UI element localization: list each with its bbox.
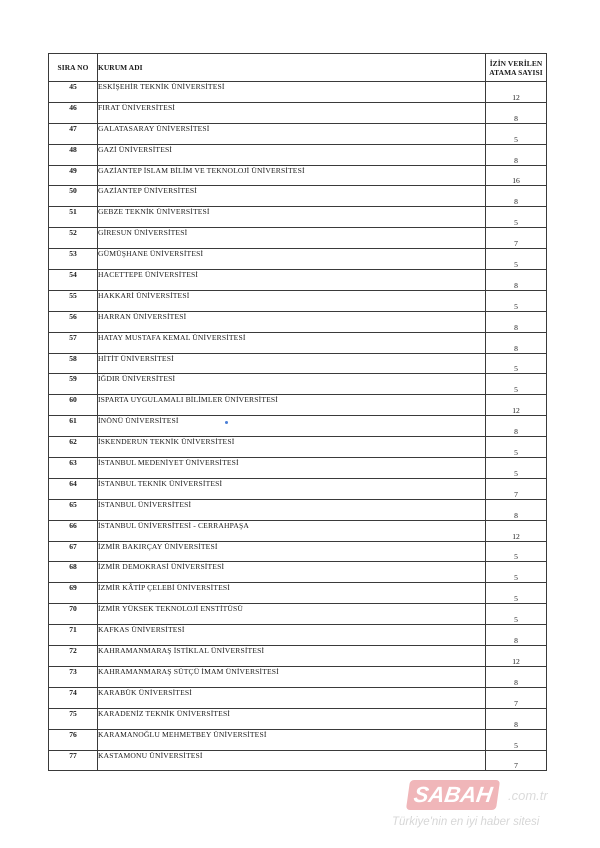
cell-sira-no: 46	[49, 102, 98, 123]
cell-kurum-adi: GAZİANTEP İSLAM BİLİM VE TEKNOLOJİ ÜNİVERSİTESİ	[98, 165, 486, 186]
table-row	[49, 374, 547, 395]
cell-sira-no: 72	[49, 646, 98, 667]
cell-kurum-adi: İSTANBUL ÜNİVERSİTESİ	[98, 499, 486, 520]
cell-atama-sayisi: 5	[486, 437, 547, 458]
sabah-domain-suffix: .com.tr	[508, 788, 548, 803]
cell-kurum-adi: HAKKARİ ÜNİVERSİTESİ	[98, 290, 486, 311]
cell-kurum-adi: GALATASARAY ÜNİVERSİTESİ	[98, 123, 486, 144]
cell-sira-no: 56	[49, 311, 98, 332]
cell-sira-no: 69	[49, 583, 98, 604]
cell-atama-sayisi: 5	[486, 374, 547, 395]
header-atama-sayisi-line2: ATAMA SAYISI	[489, 67, 543, 77]
cell-kurum-adi: İZMİR DEMOKRASİ ÜNİVERSİTESİ	[98, 562, 486, 583]
cell-atama-sayisi: 5	[486, 604, 547, 625]
cell-kurum-adi: İZMİR BAKIRÇAY ÜNİVERSİTESİ	[98, 541, 486, 562]
cell-atama-sayisi: 8	[486, 144, 547, 165]
table-row	[49, 458, 547, 479]
table-row	[49, 687, 547, 708]
table-row	[49, 123, 547, 144]
cell-sira-no: 63	[49, 458, 98, 479]
cell-atama-sayisi: 8	[486, 102, 547, 123]
sabah-logo: SABAH	[406, 780, 500, 810]
cell-kurum-adi: KARABÜK ÜNİVERSİTESİ	[98, 687, 486, 708]
table-row	[49, 353, 547, 374]
cell-kurum-adi: HACETTEPE ÜNİVERSİTESİ	[98, 270, 486, 291]
cell-sira-no: 61	[49, 416, 98, 437]
table-row	[49, 249, 547, 270]
table-row	[49, 562, 547, 583]
cell-kurum-adi: KARAMANOĞLU MEHMETBEY ÜNİVERSİTESİ	[98, 729, 486, 750]
cell-atama-sayisi: 12	[486, 646, 547, 667]
cell-kurum-adi: GİRESUN ÜNİVERSİTESİ	[98, 228, 486, 249]
table-row	[49, 478, 547, 499]
cell-sira-no: 47	[49, 123, 98, 144]
cell-kurum-adi: İZMİR KÂTİP ÇELEBİ ÜNİVERSİTESİ	[98, 583, 486, 604]
cell-kurum-adi: ISPARTA UYGULAMALI BİLİMLER ÜNİVERSİTESİ	[98, 395, 486, 416]
cell-sira-no: 66	[49, 520, 98, 541]
cell-atama-sayisi: 5	[486, 541, 547, 562]
cell-atama-sayisi: 7	[486, 687, 547, 708]
cell-kurum-adi: KAFKAS ÜNİVERSİTESİ	[98, 625, 486, 646]
cell-atama-sayisi: 5	[486, 458, 547, 479]
cell-kurum-adi: FIRAT ÜNİVERSİTESİ	[98, 102, 486, 123]
cell-kurum-adi: KAHRAMANMARAŞ İSTİKLAL ÜNİVERSİTESİ	[98, 646, 486, 667]
table-row	[49, 102, 547, 123]
sabah-watermark	[392, 780, 590, 840]
blue-marker-dot	[225, 421, 228, 424]
cell-kurum-adi: İSTANBUL TEKNİK ÜNİVERSİTESİ	[98, 478, 486, 499]
cell-atama-sayisi: 12	[486, 520, 547, 541]
cell-kurum-adi: GAZİANTEP ÜNİVERSİTESİ	[98, 186, 486, 207]
cell-kurum-adi: HİTİT ÜNİVERSİTESİ	[98, 353, 486, 374]
cell-kurum-adi: IĞDIR ÜNİVERSİTESİ	[98, 374, 486, 395]
table-row	[49, 186, 547, 207]
cell-kurum-adi: KARADENİZ TEKNİK ÜNİVERSİTESİ	[98, 708, 486, 729]
cell-atama-sayisi: 16	[486, 165, 547, 186]
table-row	[49, 520, 547, 541]
cell-kurum-adi: ESKİŞEHİR TEKNİK ÜNİVERSİTESİ	[98, 82, 486, 103]
cell-kurum-adi: İSTANBUL ÜNİVERSİTESİ - CERRAHPAŞA	[98, 520, 486, 541]
table-row	[49, 332, 547, 353]
cell-kurum-adi: HATAY MUSTAFA KEMAL ÜNİVERSİTESİ	[98, 332, 486, 353]
cell-atama-sayisi: 8	[486, 416, 547, 437]
header-kurum-adi: KURUM ADI	[98, 54, 486, 82]
table-row	[49, 666, 547, 687]
cell-atama-sayisi: 5	[486, 207, 547, 228]
cell-sira-no: 76	[49, 729, 98, 750]
table-row	[49, 416, 547, 437]
cell-kurum-adi: İSTANBUL MEDENİYET ÜNİVERSİTESİ	[98, 458, 486, 479]
table-row	[49, 499, 547, 520]
header-atama-sayisi	[486, 54, 547, 82]
cell-kurum-adi: KAHRAMANMARAŞ SÜTÇÜ İMAM ÜNİVERSİTESİ	[98, 666, 486, 687]
cell-sira-no: 71	[49, 625, 98, 646]
cell-atama-sayisi: 7	[486, 750, 547, 771]
cell-atama-sayisi: 8	[486, 270, 547, 291]
table-row	[49, 207, 547, 228]
cell-atama-sayisi: 8	[486, 311, 547, 332]
cell-atama-sayisi: 8	[486, 499, 547, 520]
cell-kurum-adi: İZMİR YÜKSEK TEKNOLOJİ ENSTİTÜSÜ	[98, 604, 486, 625]
sabah-tagline: Türkiye'nin en iyi haber sitesi	[392, 816, 540, 828]
cell-sira-no: 51	[49, 207, 98, 228]
cell-sira-no: 60	[49, 395, 98, 416]
cell-sira-no: 62	[49, 437, 98, 458]
table-row	[49, 311, 547, 332]
cell-atama-sayisi: 8	[486, 708, 547, 729]
cell-atama-sayisi: 8	[486, 186, 547, 207]
cell-sira-no: 70	[49, 604, 98, 625]
table-row	[49, 228, 547, 249]
cell-sira-no: 49	[49, 165, 98, 186]
cell-sira-no: 57	[49, 332, 98, 353]
cell-atama-sayisi: 12	[486, 82, 547, 103]
cell-atama-sayisi: 5	[486, 562, 547, 583]
cell-sira-no: 45	[49, 82, 98, 103]
cell-atama-sayisi: 8	[486, 625, 547, 646]
table-header-row	[49, 54, 547, 82]
cell-sira-no: 54	[49, 270, 98, 291]
cell-atama-sayisi: 5	[486, 353, 547, 374]
cell-sira-no: 52	[49, 228, 98, 249]
cell-sira-no: 48	[49, 144, 98, 165]
cell-kurum-adi: İNÖNÜ ÜNİVERSİTESİ	[98, 416, 486, 437]
cell-sira-no: 59	[49, 374, 98, 395]
cell-atama-sayisi: 7	[486, 478, 547, 499]
table-row	[49, 395, 547, 416]
cell-atama-sayisi: 7	[486, 228, 547, 249]
table-row	[49, 437, 547, 458]
cell-kurum-adi: GÜMÜŞHANE ÜNİVERSİTESİ	[98, 249, 486, 270]
cell-kurum-adi: GAZİ ÜNİVERSİTESİ	[98, 144, 486, 165]
cell-kurum-adi: GEBZE TEKNİK ÜNİVERSİTESİ	[98, 207, 486, 228]
cell-sira-no: 53	[49, 249, 98, 270]
cell-atama-sayisi: 5	[486, 729, 547, 750]
cell-atama-sayisi: 8	[486, 666, 547, 687]
cell-sira-no: 64	[49, 478, 98, 499]
university-quota-table	[48, 53, 547, 771]
cell-atama-sayisi: 5	[486, 290, 547, 311]
cell-sira-no: 58	[49, 353, 98, 374]
table-row	[49, 270, 547, 291]
table-row	[49, 625, 547, 646]
table-row	[49, 729, 547, 750]
table-row	[49, 290, 547, 311]
table-row	[49, 604, 547, 625]
table-row	[49, 708, 547, 729]
cell-sira-no: 67	[49, 541, 98, 562]
table-row	[49, 646, 547, 667]
cell-sira-no: 55	[49, 290, 98, 311]
cell-sira-no: 50	[49, 186, 98, 207]
table-row	[49, 165, 547, 186]
table-row	[49, 144, 547, 165]
cell-atama-sayisi: 5	[486, 249, 547, 270]
table-row	[49, 583, 547, 604]
cell-kurum-adi: HARRAN ÜNİVERSİTESİ	[98, 311, 486, 332]
cell-sira-no: 75	[49, 708, 98, 729]
cell-sira-no: 68	[49, 562, 98, 583]
cell-sira-no: 65	[49, 499, 98, 520]
header-sira-no: SIRA NO	[49, 54, 98, 82]
cell-kurum-adi: KASTAMONU ÜNİVERSİTESİ	[98, 750, 486, 771]
cell-atama-sayisi: 12	[486, 395, 547, 416]
table-row	[49, 541, 547, 562]
table-row	[49, 750, 547, 771]
cell-atama-sayisi: 5	[486, 583, 547, 604]
cell-kurum-adi: İSKENDERUN TEKNİK ÜNİVERSİTESİ	[98, 437, 486, 458]
cell-sira-no: 73	[49, 666, 98, 687]
cell-atama-sayisi: 8	[486, 332, 547, 353]
cell-atama-sayisi: 5	[486, 123, 547, 144]
header-atama-sayisi-line1: İZİN VERİLEN	[489, 58, 543, 68]
cell-sira-no: 77	[49, 750, 98, 771]
cell-sira-no: 74	[49, 687, 98, 708]
table-row	[49, 82, 547, 103]
